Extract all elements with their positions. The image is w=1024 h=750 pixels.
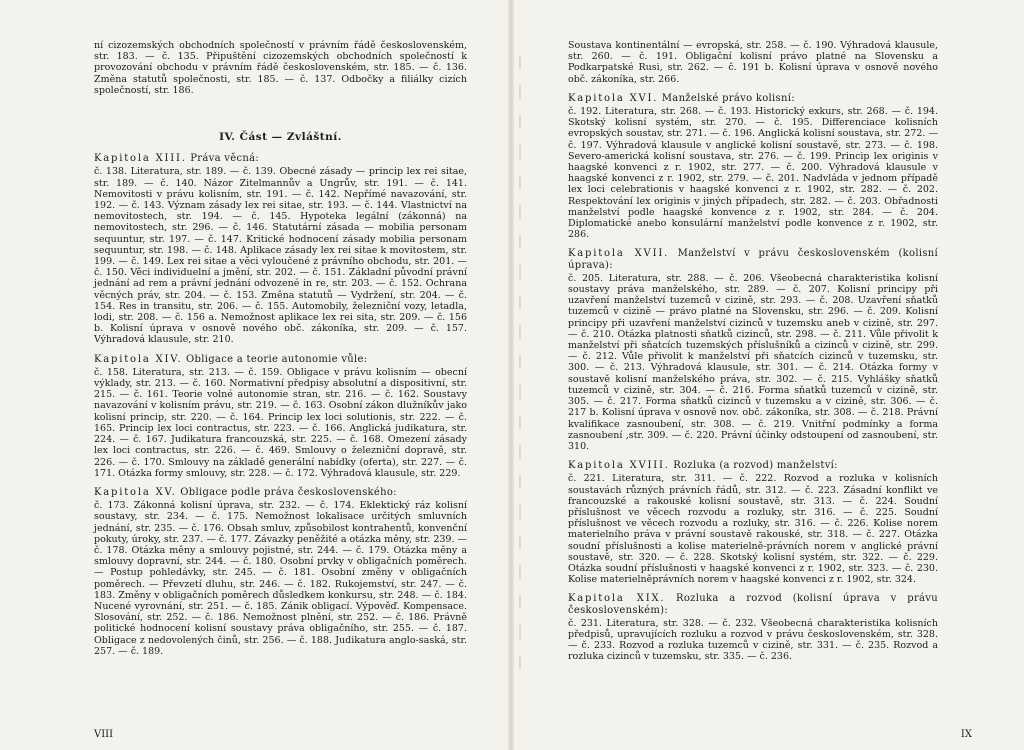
chapter-heading-xiv: [94, 354, 467, 365]
chapter-title: Rozluka a rozvod (kolisní úprava v právu československém):: [568, 593, 938, 616]
page-number-left: VIII: [94, 729, 114, 740]
chapter-title: Obligace podle práva československého:: [180, 486, 397, 498]
chapter-label: Kapitola XIV.: [94, 353, 183, 365]
chapter-heading-xviii: [568, 460, 938, 471]
chapter-heading-xix: [568, 593, 938, 615]
left-intro-text: ní cizozemských obchodních společností v právním řádě československém, str. 183. — č. 135. Připuštění cizozemských obchodních společností k provozování obchodu v právním řádě československém, str. 185. — č. 136. Změna statutů společnosti, str. 185. — č. 137. Odbočky a filiálky cizích společností, str. 186.: [94, 40, 467, 96]
chapter-text-xiv: č. 158. Literatura, str. 213. — č. 159. Obligace v právu kolisním — obecní výklady, str. 213. — č. 160. Normativní předpisy absolutní a dispositivní, str. 215. — č. 161. Teorie volné autonomie stran, str. 216. — č. 162. Soustavy navazování v kolisním právu, str. 219. — č. 163. Osobní zákon dlužníkův jako kolisní princip, str. 220. — č. 164. Princip lex loci solutionis, str. 222. — č. 165. Princip lex loci contractus, str. 223. — č. 166. Anglická judikatura, str. 224. — č. 167. Judikatura francouzská, str. 225. — č. 168. Omezení zásady lex loci contractus, str. 226. — č. 469. Smlouvy o železniční dopravě, str. 226. — č. 170. Smlouvy na základě generální nabídky (oferta), str. 227. — č. 171. Otázka formy smlouvy, str. 228. — č. 172. Výhradová klausule, str. 229.: [94, 366, 467, 479]
page-number-right: IX: [960, 729, 972, 740]
chapter-text-xviii: č. 221. Literatura, str. 311. — č. 222. Rozvod a rozluka v kolisních soustavách různých právních řádů, str. 312. — č. 223. Zásadní konflikt ve francouzské a rakouské kolisní soustavě, str. 313. — č. 224. Soudní příslušnost ve věcech rozvodu a rozluky, str. 316. — č. 225. Soudní příslušnost ve věcech rozvodu a rozluky, str. 316. — č. 226. Kolise norem materielního práva v právní soustavě rakouské, str. 318. — č. 227. Otázka soudní příslušnosti a kolise materielně-právních norem v anglické právní soustavě, str. 320. — č. 228. Skotský kolisní systém, str. 322. — č. 229. Otázka soudní příslušnosti v haagské konvenci z r. 1902, str. 323. — č. 230. Kolise materielněprávních norem v haagské konvenci z r. 1902, str. 324.: [568, 473, 938, 586]
chapter-text-xv: č. 173. Zákonná kolisní úprava, str. 232. — č. 174. Eklektický ráz kolisní soustavy, str. 234. — č. 175. Nemožnost lokalisace určitých smluvních jednání, str. 235. — č. 176. Obsah smluv, způsobilost kontrahentů, konvenční pokuty, úroky, str. 237. — č. 177. Závazky peněžité a otázka měny, str. 239. — č. 178. Otázka měny a smlouvy pojistné, str. 244. — č. 179. Otázka měny a smlouvy dopravní, str. 244. — č. 180. Osobní prvky v obligačních poměrech. — Postup pohledávky, str. 245. — č. 181. Osobní změny v obligačních poměrech. — Převzetí dluhu, str. 246. — č. 182. Rukojemství, str. 247. — č. 183. Změny v obligačních poměrech důsledkem konkursu, str. 248. — č. 184. Nucené vyrovnání, str. 251. — č. 185. Zánik obligací. Výpověď. Kompensace. Slosování, str. 252. — č. 186. Nemožnost plnění, str. 252. — č. 186. Právně politické hodnocení kolisní soustavy práva obligačního, str. 255. — č. 187. Obligace z nedovolených činů, str. 256. — č. 188. Judikatura anglo-saská, str. 257. — č. 189.: [94, 500, 467, 657]
chapter-label: Kapitola XIII.: [94, 153, 187, 165]
chapter-label: Kapitola XVI.: [568, 92, 659, 104]
chapter-text-xix: č. 231. Literatura, str. 328. — č. 232. Všeobecná charakteristika kolisních předpisů, upravujících rozluku a rozvod v právu československém, str. 328. — č. 233. Rozvod a rozluka tuzemců v cizině, str. 331. — č. 235. Rozvod a rozluka cizinců v tuzemsku, str. 335. — č. 236.: [568, 617, 938, 663]
chapter-text-xiii: č. 138. Literatura, str. 189. — č. 139. Obecné zásady — princip lex rei sitae, str. 189. — č. 140. Názor Zitelmannův a Ungrův, str. 191. — č. 141. Nemovitosti v právu kolisním, str. 191. — č. 142. Nepřímé navazování, str. 192. — č. 143. Význam zásady lex rei sitae, str. 193. — č. 144. Vlastnictví na nemovitostech, str. 194. — č. 145. Hypoteka legální (zákonná) na nemovitostech, str. 296. — č. 146. Statutární zásada — mobilia personam sequuntur, str. 197. — č. 147. Kritické hodnocení zásady mobilia personam sequuntur, str. 198. — č. 148. Aplikace zásady lex rei sitae k movitostem, str. 199. — č. 149. Lex rei sitae a věci vyloučené z právního obchodu, str. 201. — č. 150. Věci individuelní a jmění, str. 202. — č. 151. Základní původní právní jednání ad rem a právní jednání odvozené in re, str. 203. — č. 152. Ochrana věcných práv, str. 204. — č. 153. Změna statutů — Vydržení, str. 204. — č. 154. Res in transitu, str. 206. — č. 155. Automobily, železniční vozy, letadla, lodi, str. 208. — č. 156 a. Nemožnost aplikace lex rei sita, str. 209. — č. 156 b. Kolisní úprava v osnově nového obč. zákoníka, str. 209. — č. 157. Výhradová klausule, str. 210.: [94, 166, 467, 346]
chapter-title: Obligace a teorie autonomie vůle:: [186, 353, 368, 365]
right-intro-text: Soustava kontinentální — evropská, str. 258. — č. 190. Výhradová klausule, str. 260. — č. 191. Obligační kolisní právo platné na Slovensku a Podkarpatské Rusi, str. 262. — č. 191 b. Kolisní úprava v osnově nového obč. zákoníka, str. 266.: [568, 40, 938, 85]
chapter-text-xvi: č. 192. Literatura, str. 268. — č. 193. Historický exkurs, str. 268. — č. 194. Skotský kolisní systém, str. 270. — č. 195. Differenciace kolisních evropských soustav, str. 271. — č. 196. Anglická kolisní soustava, str. 272. — č. 197. Výhradová klausule v anglické kolisní soustavě, str. 273. — č. 198. Severo-americká kolisní soustava, str. 276. — č. 199. Princip lex originis v haagské konvenci z r. 1902, str. 277. — č. 200. Výhradová klausule v haagské konvenci z r. 1902, str. 279. — č. 201. Nadvláda v jednom případě lex loci celebrationis v haagské konvenci z r. 1902, str. 282. — č. 202. Respektování lex originis v jiných případech, str. 282. — č. 203. Obřadnosti manželství podle haagské konvence z r. 1902, str. 284. — č. 204. Diplomatické anebo konsulární manželství podle konvence z r. 1902, str. 286.: [568, 106, 938, 241]
right-page: [512, 0, 1024, 750]
part-title: IV. Část — Zvláštní.: [219, 131, 342, 144]
chapter-heading-xvi: [568, 93, 938, 104]
chapter-title: Rozluka (a rozvod) manželství:: [673, 460, 838, 472]
chapter-text-xvii: č. 205. Literatura, str. 288. — č. 206. Všeobecná charakteristika kolisní soustavy práva manželského, str. 289. — č. 207. Kolisní principy při uzavření manželství tuzemců v cizině, str. 293. — č. 208. Uzavření sňatků tuzemců v cizině — právo platné na Slovensku, str. 296. — č. 209. Kolisní principy při uzavření manželství cizinců v tuzemsku aneb v cizině, str. 297. — č. 210. Otázka platnosti sňatků cizinců, str. 298. — č. 211. Vůle přivolit k manželství při sňatcích tuzemských příslušníků a cizinců v cizině, str. 299. — č. 212. Vůle přivolit k manželství při sňatcích cizinců v tuzemsku, str. 300. — č. 213. Výhradová klausule, str. 301. — č. 214. Otázka formy v soustavě kolisní manželského práva, str. 302. — č. 215. Vyhlášky sňatků tuzemců v cizině, str. 304. — č. 216. Forma sňatků tuzemců v cizině, str. 305. — č. 217. Forma sňatků cizinců v tuzemsku a v cizině, str. 306. — č. 217 b. Kolisní úprava v osnově nov. obč. zákoníka, str. 308. — č. 218. Právní kvalifikace zasnoubení, str. 308. — č. 219. Vnitřní podmínky a forma zasnoubení ,str. 309. — č. 220. Právní účinky odstoupení od zasnoubení, str. 310.: [568, 272, 938, 452]
chapter-label: Kapitola XVIII.: [568, 460, 670, 472]
left-page: [0, 0, 510, 750]
chapter-title: Manželské právo kolisní:: [661, 92, 795, 104]
left-column: [94, 40, 467, 657]
chapter-heading-xiii: [94, 153, 467, 164]
chapter-title: Manželství v právu československém (kolisní úprava):: [568, 248, 938, 271]
chapter-heading-xvii: [568, 248, 938, 270]
chapter-label: Kapitola XVII.: [568, 248, 670, 260]
chapter-label: Kapitola XIX.: [568, 593, 666, 605]
right-column: [568, 40, 938, 663]
chapter-label: Kapitola XV.: [94, 486, 177, 498]
chapter-title: Práva věcná:: [190, 153, 260, 165]
chapter-heading-xv: [94, 487, 467, 498]
